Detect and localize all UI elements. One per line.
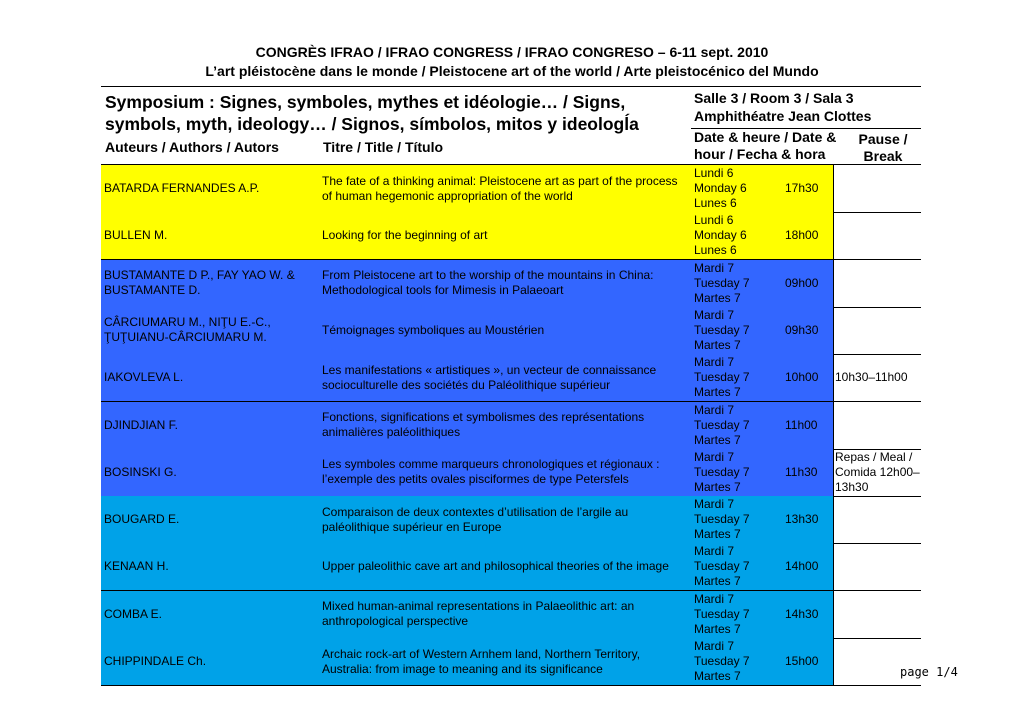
day-en: Tuesday 7 (694, 322, 750, 337)
table-row (101, 496, 921, 544)
break-cell: Repas / Meal / Comida 12h00–13h30 (835, 449, 920, 494)
table-row (101, 449, 921, 497)
day-en: Tuesday 7 (694, 654, 750, 668)
break-cell (835, 496, 921, 543)
day-es: Martes 7 (694, 432, 741, 447)
time-cell: 14h00 (785, 559, 819, 574)
column-divider (833, 449, 834, 496)
author-cell: BOSINSKI G. (104, 464, 177, 479)
room-line1: Salle 3 / Room 3 / Sala 3 (694, 90, 854, 106)
symposium-title (105, 91, 685, 135)
column-divider (833, 260, 834, 307)
day-es: Lunes 6 (694, 196, 737, 210)
day-en: Monday 6 (694, 228, 747, 243)
table-row (101, 165, 921, 213)
table-row (101, 591, 921, 639)
day-cell (694, 497, 774, 542)
day-fr: Mardi 7 (694, 639, 735, 653)
author-cell: IAKOVLEVA L. (104, 370, 184, 385)
column-divider (833, 402, 834, 449)
day-cell (694, 639, 774, 684)
day-en: Tuesday 7 (694, 559, 750, 574)
title-cell: Les symboles comme marqueurs chronologiques et régionaux : l’exemple des petits ovales pisciformes de type Petersfels (322, 457, 660, 487)
column-divider (833, 591, 834, 638)
day-en: Tuesday 7 (694, 464, 750, 479)
day-es: Martes 7 (694, 574, 741, 589)
author-cell: BATARDA FERNANDES A.P. (104, 181, 260, 195)
day-es: Martes 7 (694, 669, 741, 683)
title-cell: Archaic rock-art of Western Arnhem land, Northern Territory, Australia: from image to meaning and its significance (322, 646, 641, 676)
room-info (694, 89, 924, 125)
column-divider (833, 307, 834, 354)
time-cell: 13h30 (785, 512, 819, 527)
day-fr: Lundi 6 (694, 213, 734, 228)
time-cell: 11h30 (785, 464, 818, 479)
title-cell: The fate of a thinking animal: Pleistocene art as part of the process of human hegemonic appropriation of the world (322, 173, 678, 203)
day-es: Martes 7 (694, 337, 741, 352)
column-divider (833, 212, 834, 259)
title-cell: Looking for the beginning of art (322, 228, 488, 243)
table-row (101, 402, 921, 450)
column-divider (833, 543, 834, 590)
congress-title: CONGRÈS IFRAO / IFRAO CONGRESS / IFRAO CONGRESO – 6-11 sept. 2010 (255, 44, 769, 60)
day-fr: Mardi 7 (694, 260, 735, 275)
break-cell: 10h30–11h00 (835, 370, 908, 385)
table-row (101, 260, 921, 308)
break-cell (835, 307, 921, 354)
day-cell (694, 544, 774, 589)
table-row (101, 354, 921, 402)
column-header-break: Pause / Break (858, 131, 908, 164)
break-cell (835, 260, 921, 307)
day-cell (694, 355, 774, 400)
title-cell: Upper paleolithic cave art and philosophical theories of the image (322, 559, 669, 574)
table-row (101, 307, 921, 355)
day-fr: Mardi 7 (694, 355, 735, 370)
column-header-authors: Auteurs / Authors / Autors (105, 139, 279, 155)
day-en: Monday 6 (694, 181, 747, 195)
day-cell (694, 261, 774, 306)
title-cell: From Pleistocene art to the worship of the mountains in China: Methodological tools for Mimesis in Palaeoart (322, 268, 654, 298)
day-es: Lunes 6 (694, 243, 737, 258)
congress-subtitle: L’art pléistocène dans le monde / Pleistocene art of the world / Arte pleistocénico del Mundo (205, 63, 819, 79)
break-cell (835, 212, 921, 259)
day-cell (694, 592, 774, 637)
time-cell: 09h30 (785, 322, 819, 337)
time-cell: 10h00 (785, 370, 819, 385)
day-fr: Mardi 7 (694, 544, 735, 559)
column-divider (833, 165, 834, 212)
day-en: Tuesday 7 (694, 370, 750, 385)
table-row (101, 543, 921, 591)
author-cell: BOUGARD E. (104, 512, 180, 527)
time-cell: 11h00 (785, 417, 818, 432)
symposium-title-line2: symbols, myth, ideology… / Signos, símbolos, mitos y ideologĺa (105, 114, 639, 134)
column-header-title: Titre / Title / Título (323, 139, 444, 155)
author-cell: BULLEN M. (104, 228, 168, 243)
column-divider (833, 638, 834, 685)
day-cell (694, 450, 774, 495)
day-fr: Lundi 6 (694, 166, 734, 180)
title-cell: Les manifestations « artistiques », un vecteur de connaissance socioculturelle des sociétés du Paléolithique supérieur (322, 362, 657, 392)
author-cell: BUSTAMANTE D P., FAY YAO W. & BUSTAMANTE D. (104, 268, 295, 298)
break-cell (835, 165, 921, 212)
day-cell (694, 308, 774, 353)
author-cell: KENAAN H. (104, 559, 169, 574)
day-cell (694, 403, 774, 448)
table-row (101, 212, 921, 260)
day-fr: Mardi 7 (694, 307, 735, 322)
day-es: Martes 7 (694, 385, 741, 400)
break-cell (835, 591, 921, 638)
day-cell (694, 213, 774, 258)
author-cell: DJINDJIAN F. (104, 417, 179, 432)
day-en: Tuesday 7 (694, 512, 750, 527)
column-header-date: Date & heure / Date & hour / Fecha & hora (694, 129, 837, 162)
column-divider (833, 354, 834, 401)
time-cell: 18h00 (785, 228, 819, 243)
day-en: Tuesday 7 (694, 417, 750, 432)
day-es: Martes 7 (694, 290, 741, 305)
title-cell: Témoignages symboliques au Moustérien (322, 322, 545, 337)
day-fr: Mardi 7 (694, 449, 735, 464)
break-cell (835, 402, 921, 449)
day-es: Martes 7 (694, 621, 741, 636)
time-cell: 15h00 (785, 654, 819, 668)
day-fr: Mardi 7 (694, 402, 735, 417)
day-es: Martes 7 (694, 479, 741, 494)
room-line2: Amphithéatre Jean Clottes (694, 108, 872, 124)
time-cell: 09h00 (785, 275, 819, 290)
time-cell: 17h30 (785, 181, 819, 195)
day-en: Tuesday 7 (694, 275, 750, 290)
title-cell: Fonctions, significations et symbolismes des représentations animalières paléolithiques (322, 410, 645, 439)
author-cell: CHIPPINDALE Ch. (104, 654, 207, 668)
title-cell: Comparaison de deux contextes d’utilisation de l’argile au paléolithique supérieur en Europe (322, 504, 629, 534)
day-fr: Mardi 7 (694, 497, 735, 512)
day-en: Tuesday 7 (694, 606, 750, 621)
column-divider (833, 496, 834, 543)
table-row (101, 638, 921, 686)
day-es: Martes 7 (694, 527, 741, 542)
top-rule (101, 86, 921, 87)
page-number: page 1/4 (900, 665, 958, 679)
author-cell: COMBA E. (104, 606, 163, 621)
time-cell: 14h30 (785, 606, 819, 621)
day-fr: Mardi 7 (694, 591, 735, 606)
day-cell (694, 166, 774, 211)
title-cell: Mixed human-animal representations in Palaeolithic art: an anthropological perspective (322, 599, 635, 629)
author-cell: CÂRCIUMARU M., NIŢU E.-C., ŢUŢUIANU-CÂRCIUMARU M. (104, 315, 271, 345)
symposium-title-line1: Symposium : Signes, symboles, mythes et idéologie… / Signs, (105, 92, 626, 112)
break-cell (835, 543, 921, 590)
